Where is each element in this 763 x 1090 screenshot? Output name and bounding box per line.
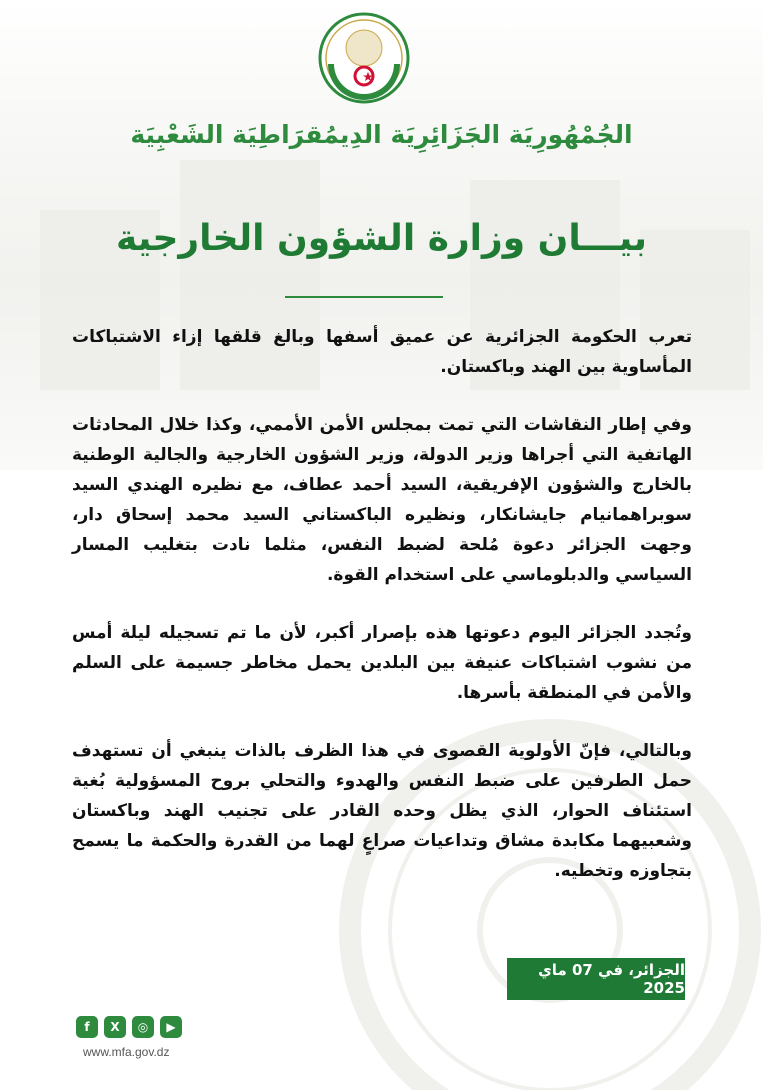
paragraph-2: وفي إطار النقاشات التي تمت بمجلس الأمن الأممي، وكذا خلال المحادثات الهاتفية التي أجراها وزير الدولة، وزير الشؤون الخارجية والجالية الوطنية بالخارج والشؤون الإفريقية، السيد أحمد عطاف، مع نظيره الهندي السيد سوبراهمانيام جايشانكار، ونظيره الباكستاني السيد محمد إسحاق دار، وجهت الجزائر دعوة مُلحة لضبط النفس، مثلما نادت بتغليب المسار السياسي والدبلوماسي على استخدام القوة. [72, 415, 692, 585]
date-badge [507, 958, 685, 1000]
social-links [76, 1016, 182, 1038]
paragraph-3: وتُجدد الجزائر اليوم دعوتها هذه بإصرار أكبر، لأن ما تم تسجيله ليلة أمس من نشوب اشتباكات عنيفة بين البلدين يحمل مخاطر جسيمة على السلم والأمن في المنطقة بأسرها. [72, 623, 692, 703]
statement-body [72, 322, 692, 914]
republic-name: الجُمْهُورِيَة الجَزَائِرِيَة الدِيمُقرَاطِيَة الشَعْبِيَة [130, 120, 633, 149]
document-title: بيـــان وزارة الشؤون الخارجية [115, 218, 648, 259]
paragraph-1: تعرب الحكومة الجزائرية عن عميق أسفها وبالغ قلقها إزاء الاشتباكات المأساوية بين الهند وباكستان. [72, 327, 692, 377]
youtube-icon[interactable]: ▶ [160, 1016, 182, 1038]
website-link[interactable]: www.mfa.gov.dz [83, 1045, 170, 1059]
paragraph-4: وبالتالي، فإنّ الأولوية القصوى في هذا الظرف بالذات ينبغي أن تستهدف حمل الطرفين على ضبط النفس والهدوء والتحلي بروح المسؤولية بُغية استئناف الحوار، الذي يظل وحده القادر على تجنيب الهند وباكستان وشعبيهما مكابدة مشاق وتداعيات صراعٍ لهما من القدرة والحكمة ما يسمح بتجاوزه وتخطيه. [72, 741, 692, 881]
x-icon[interactable]: X [104, 1016, 126, 1038]
facebook-icon[interactable]: f [76, 1016, 98, 1038]
instagram-icon[interactable]: ◎ [132, 1016, 154, 1038]
date-text: الجزائر، في 07 ماي 2025 [538, 961, 685, 997]
title-divider [285, 296, 443, 298]
ministry-logo [318, 12, 410, 104]
